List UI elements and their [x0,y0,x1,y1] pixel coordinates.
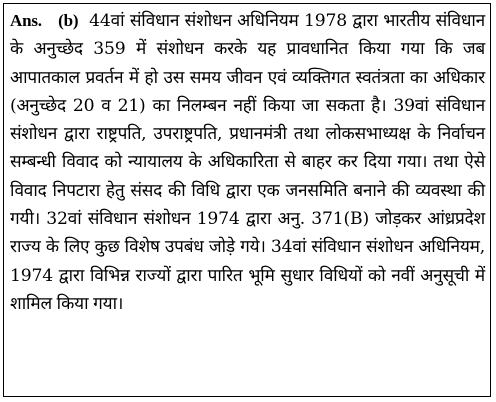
answer-paragraph [10,7,485,318]
answer-label: Ans. [10,11,42,30]
answer-box [3,3,491,397]
answer-body: 44वां संविधान संशोधन अधिनियम 1978 द्वारा भारतीय संविधान के अनुच्छेद 359 में संशोधन करके यह प्रावधानित किया गया कि जब आपातकाल प्रवर्तन में हो उस समय जीवन एवं व्यक्तिगत स्वतंत्रता का अधिकार (अनुच्छेद 20 व 21) का निलम्बन नहीं किया जा सकता है। 39वां संविधान संशोधन द्वारा राष्ट्रपति, उपराष्ट्रपति, प्रधानमंत्री तथा लोकसभाध्यक्ष के निर्वाचन सम्बन्धी विवाद को न्यायालय के अधिकारिता से बाहर कर दिया गया। तथा ऐसे विवाद निपटारा हेतु संसद की विधि द्वारा एक जनसमिति बनाने की व्यवस्था की गयी। 32वां संविधान संशोधन 1974 द्वारा अनु. 371(B) जोड़कर आंध्रप्रदेश राज्य के लिए कुछ विशेष उपबंध जोड़े गये। 34वां संविधान संशोधन अधिनियम, 1974 द्वारा विभिन्न राज्यों द्वारा पारित भूमि सुधार विधियों को नवीं अनुसूची में शामिल किया गया। [10,11,485,314]
answer-option: (b) [58,11,79,30]
